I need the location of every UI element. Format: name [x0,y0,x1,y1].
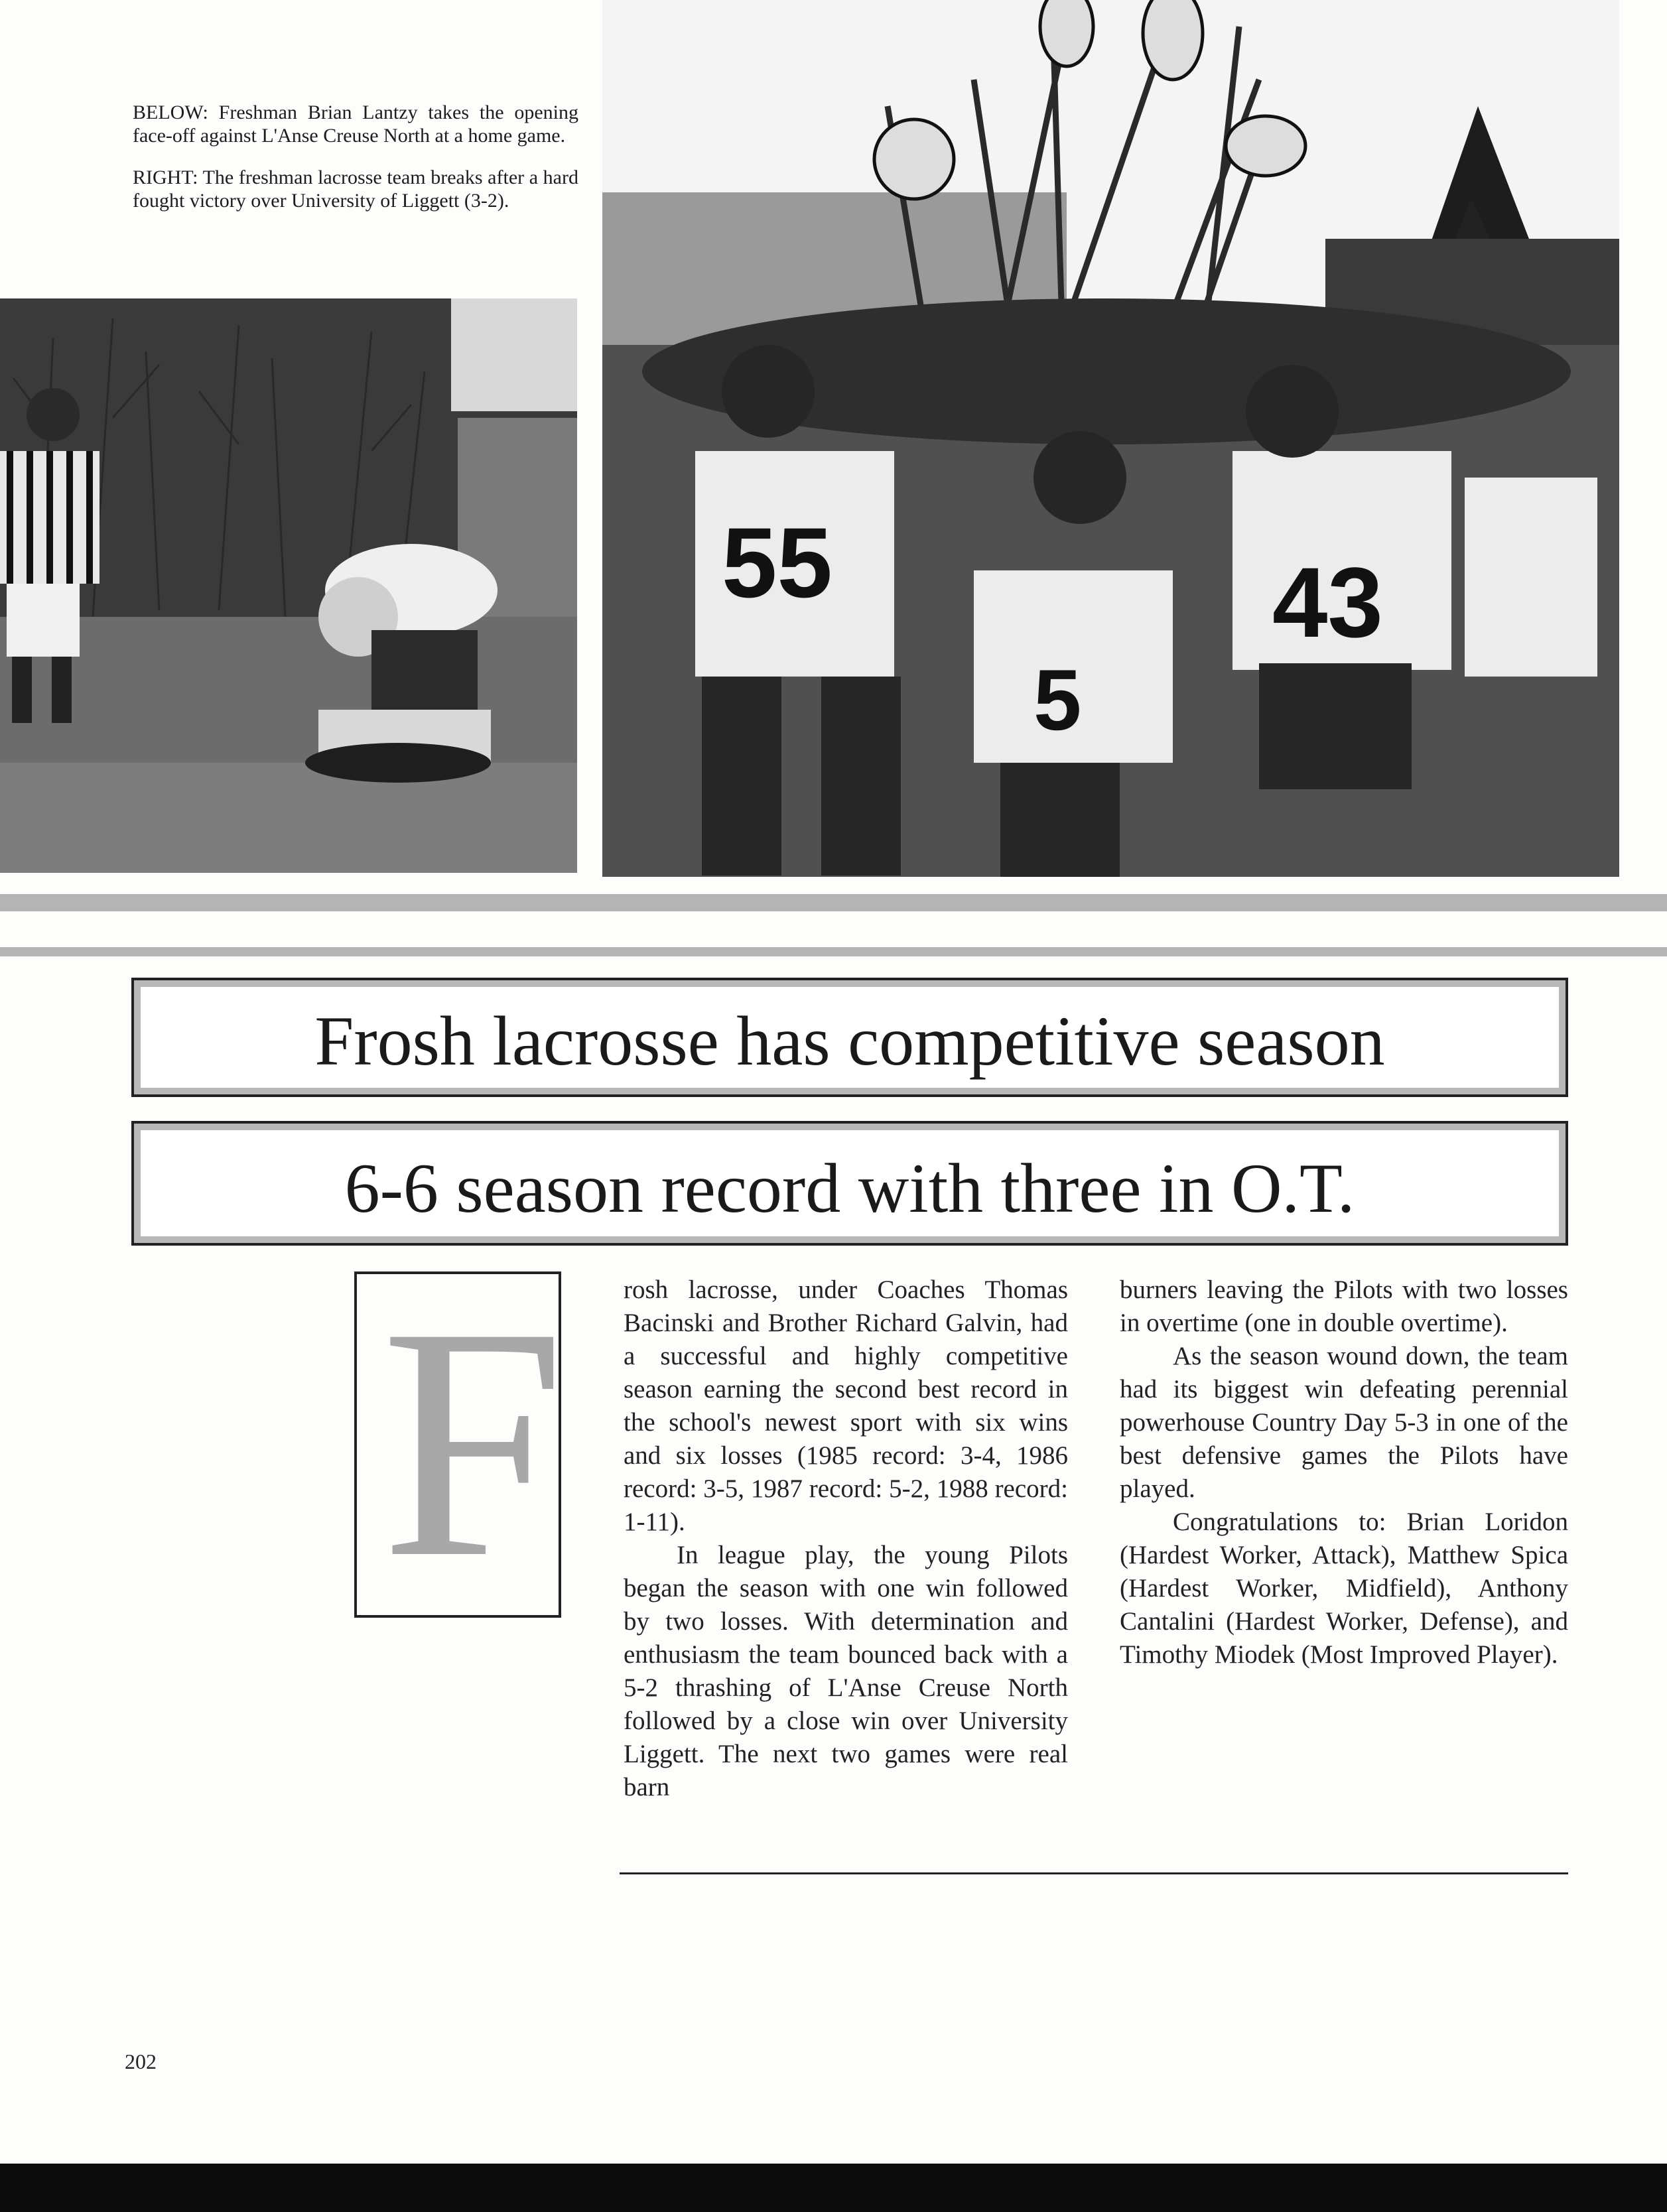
dropcap-letter: F [381,1259,566,1626]
caption-below: BELOW: Freshman Brian Lantzy takes the opening face-off against L'Anse Creuse North at a home game. [133,101,578,147]
scan-edge [0,2164,1667,2212]
huddle-photo-image [602,0,1619,877]
body-paragraph: rosh lacrosse, under Coaches Thomas Bacinski and Brother Richard Galvin, had a successful and highly competitive season earning the second best record in the school's newest sport with six wins and six losses (1985 record: 3-4, 1986 record: 3-5, 1987 record: 5-2, 1988 record: 1-11). [624,1275,1068,1536]
body-column-2 [1120,1273,1568,1671]
photo-captions [133,101,578,231]
divider-rule-2 [0,947,1667,956]
headline: Frosh lacrosse has competitive season [314,1002,1385,1080]
jersey-number-5: 5 [1034,651,1082,748]
body-paragraph: As the season wound down, the team had its biggest win defeating perennial powerhouse Country Day 5-3 in one of the best defensive games the Pilots have played. [1120,1342,1568,1503]
divider-rule [0,894,1667,911]
faceoff-photo [0,298,577,873]
dropcap-box [354,1259,566,1626]
body-column-1 [624,1273,1068,1804]
headline-box [131,978,1568,1097]
body-paragraph: In league play, the young Pilots began the season with one win followed by two losses. With determination and enthusiasm the team bounced back with a 5-2 thrashing of L'Anse Creuse North followed by a close win over University Liggett. The next two games were real barn [624,1541,1068,1801]
subheadline-box [131,1121,1568,1246]
faceoff-photo-image [0,298,577,873]
caption-right: RIGHT: The freshman lacrosse team breaks after a hard fought victory over University of Liggett (3-2). [133,166,578,212]
jersey-number-43: 43 [1272,547,1383,658]
page-number: 202 [125,2049,157,2073]
body-end-rule [620,1872,1568,1874]
body-paragraph: Congratulations to: Brian Loridon (Hardest Worker, Attack), Matthew Spica (Hardest Worker, Midfield), Anthony Cantalini (Hardest Worker, Defense), and Timothy Miodek (Most Improved Player). [1120,1508,1568,1669]
huddle-photo [602,0,1619,877]
jersey-number-55: 55 [722,507,833,618]
subheadline: 6-6 season record with three in O.T. [344,1149,1355,1227]
body-paragraph: burners leaving the Pilots with two losses in overtime (one in double overtime). [1120,1275,1568,1337]
